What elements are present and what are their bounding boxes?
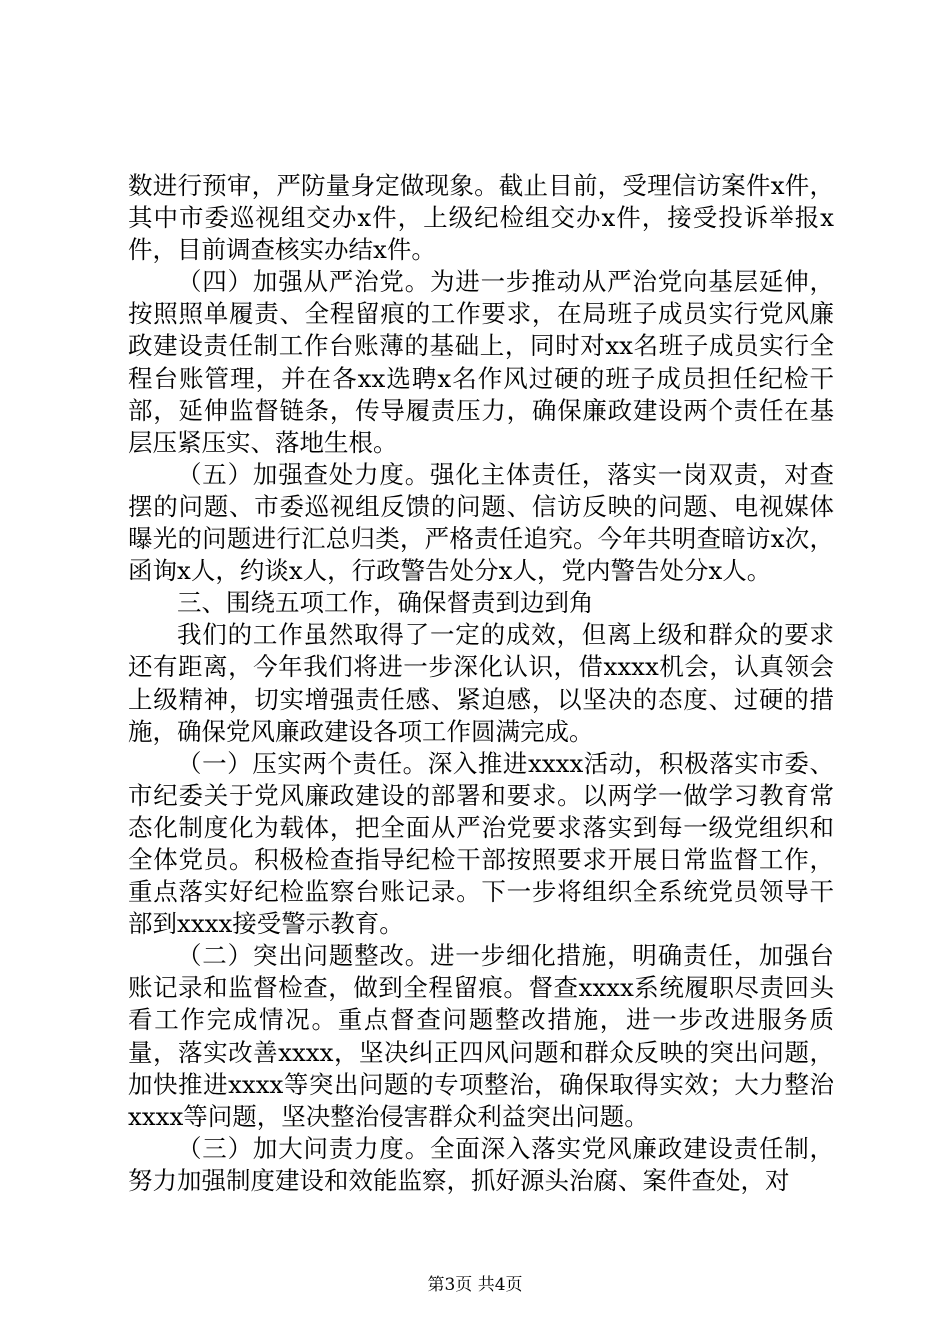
paragraph-problem-rectification: （二）突出问题整改。进一步细化措施，明确责任，加强台账记录和监督检查，做到全程留痕。督查xxxx系统履职尽责回头看工作完成情况。重点督查问题整改措施，进一步改进服务质量，落实改善xxxx，坚决纠正四风问题和群众反映的突出问题，加快推进xxxx等突出问题的专项整治，确保取得实效；大力整治xxxx等问题，坚决整治侵害群众利益突出问题。 [128,941,834,1131]
page-number-footer: 第3页 共4页 [427,1275,523,1295]
paragraph-accountability: （三）加大问责力度。全面深入落实党风廉政建设责任制，努力加强制度建设和效能监察，抓好源头治腐、案件查处，对 [128,1133,834,1195]
paragraph-investigation-efforts: （五）加强查处力度。强化主体责任，落实一岗双责，对查摆的问题、市委巡视组反馈的问题、信访反映的问题、电视媒体曝光的问题进行汇总归类，严格责任追究。今年共明查暗访x次，函询x人，约谈x人，行政警告处分x人，党内警告处分x人。 [128,459,834,586]
paragraph-continuation: 数进行预审，严防量身定做现象。截止目前，受理信访案件x件，其中市委巡视组交办x件，上级纪检组交办x件，接受投诉举报x件，目前调查核实办结x件。 [128,171,834,265]
section-heading-three: 三、围绕五项工作，确保督责到边到角 [177,588,594,618]
paragraph-two-responsibilities: （一）压实两个责任。深入推进xxxx活动，积极落实市委、市纪委关于党风廉政建设的部署和要求。以两学一做学习教育常态化制度化为载体，把全面从严治党要求落实到每一级党组织和全体党员。积极检查指导纪检干部按照要求开展日常监督工作，重点落实好纪检监察台账记录。下一步将组织全系统党员领导干部到xxxx接受警示教育。 [128,748,834,939]
paragraph-section-intro: 我们的工作虽然取得了一定的成效，但离上级和群众的要求还有距离，今年我们将进一步深化认识，借xxxx机会，认真领会上级精神，切实增强责任感、紧迫感，以坚决的态度、过硬的措施，确保党风廉政建设各项工作圆满完成。 [128,620,834,746]
document-body [128,170,834,1197]
paragraph-strict-party-governance: （四）加强从严治党。为进一步推动从严治党向基层延伸，按照照单履责、全程留痕的工作要求，在局班子成员实行党风廉政建设责任制工作台账薄的基础上，同时对xx名班子成员实行全程台账管理，并在各xx选聘x名作风过硬的班子成员担任纪检干部，延伸监督链条，传导履责压力，确保廉政建设两个责任在基层压紧压实、落地生根。 [128,267,834,457]
